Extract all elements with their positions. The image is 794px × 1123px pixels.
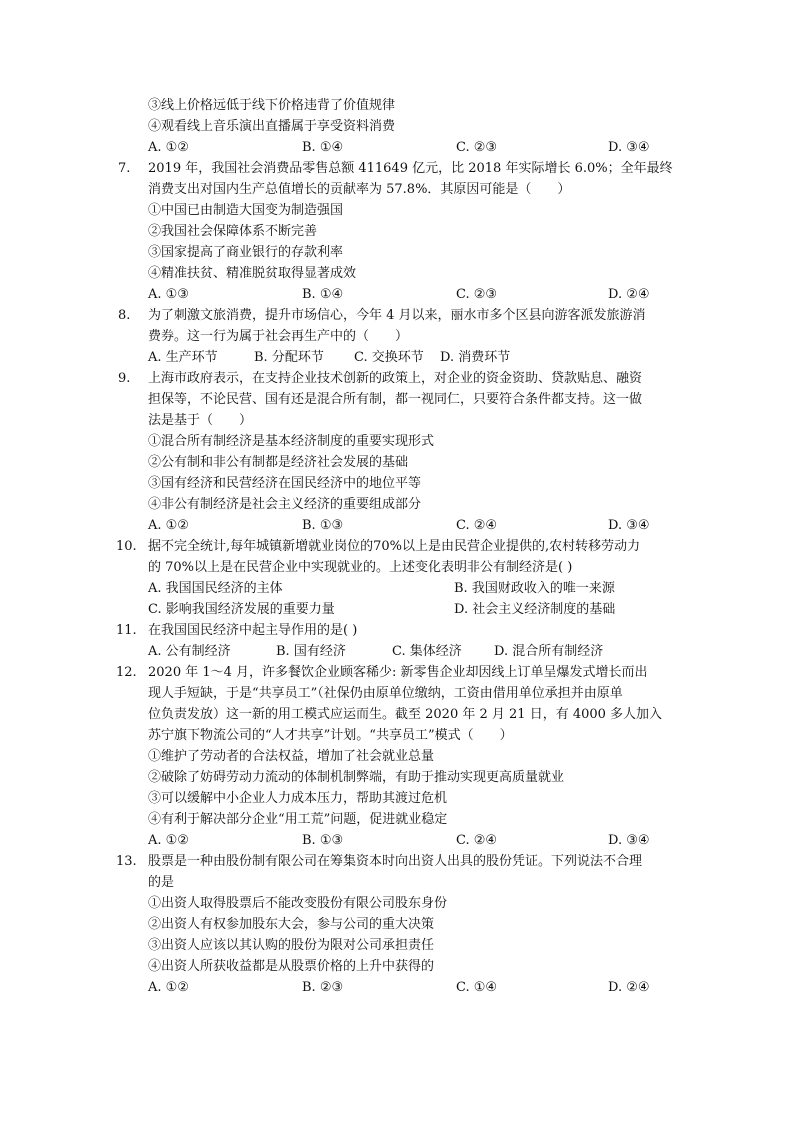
question-12-stem-line-2: 现人手短缺，于是“共享员工”（社保仍由原单位缴纳，工资由借用单位承担并由原单 bbox=[148, 686, 623, 701]
question-9-item-2: ②公有制和非公有制都是经济社会发展的基础 bbox=[148, 455, 409, 470]
question-8-options bbox=[148, 348, 668, 368]
option-a: A. ①② bbox=[148, 980, 189, 995]
prev-item-4: ④观看线上音乐演出直播属于享受资料消费 bbox=[148, 119, 396, 134]
option-b: B. ①④ bbox=[302, 287, 344, 302]
option-d: D. ③④ bbox=[608, 140, 650, 155]
question-12-options bbox=[148, 831, 668, 851]
question-12-item-3: ③可以缓解中小企业人力成本压力，帮助其渡过危机 bbox=[148, 791, 448, 806]
option-c: C. 交换环节 bbox=[354, 350, 424, 365]
prev-options bbox=[148, 138, 668, 158]
option-b: B. 国有经济 bbox=[276, 644, 346, 659]
question-9-stem-line-1: 上海市政府表示，在支持企业技术创新的政策上，对企业的资金资助、贷款贴息、融资 bbox=[148, 371, 643, 386]
question-7-item-4: ④精准扶贫、精准脱贫取得显著成效 bbox=[148, 266, 357, 281]
question-10-stem-line-2: 的 70%以上是在民营企业中实现就业的。上述变化表明非公有制经济是( ) bbox=[148, 560, 573, 575]
question-8-stem-line-1: 为了刺激文旅消费，提升市场信心，今年 4 月以来，丽水市多个区县向游客派发旅游消 bbox=[148, 308, 646, 323]
question-9-number: 9. bbox=[118, 371, 131, 386]
option-c: C. 影响我国经济发展的重要力量 bbox=[148, 602, 335, 617]
option-d: D. 消费环节 bbox=[440, 350, 511, 365]
question-8-number: 8. bbox=[118, 308, 131, 323]
option-d: D. ②④ bbox=[608, 980, 650, 995]
question-11-options bbox=[148, 642, 668, 662]
question-12-item-4: ④有利于解决部分企业“用工荒”问题，促进就业稳定 bbox=[148, 812, 448, 827]
option-d: D. ②④ bbox=[608, 287, 650, 302]
question-7-item-2: ②我国社会保障体系不断完善 bbox=[148, 224, 318, 239]
question-7-item-1: ①中国已由制造大国变为制造强国 bbox=[148, 203, 344, 218]
option-b: B. ②③ bbox=[302, 980, 344, 995]
question-10-stem-line-1: 据不完全统计,每年城镇新增就业岗位的70%以上是由民营企业提供的,农村转移劳动力 bbox=[148, 539, 641, 554]
question-7-stem-line-1: 2019 年，我国社会消费品零售总额 411649 亿元，比 2018 年实际增长 6.0%；全年最终 bbox=[148, 161, 673, 176]
question-7-item-3: ③国家提高了商业银行的存款利率 bbox=[148, 245, 344, 260]
question-13-item-2: ②出资人有权参加股东大会，参与公司的重大决策 bbox=[148, 917, 435, 932]
question-7-stem-line-2: 消费支出对国内生产总值增长的贡献率为 57.8%．其原因可能是（ ） bbox=[148, 182, 571, 197]
question-11-stem: 在我国国民经济中起主导作用的是( ) bbox=[148, 623, 358, 638]
option-a: A. ①② bbox=[148, 833, 189, 848]
question-9-options bbox=[148, 516, 668, 536]
prev-item-3: ③线上价格远低于线下价格违背了价值规律 bbox=[148, 98, 396, 113]
option-b: B. ①③ bbox=[302, 518, 344, 533]
option-d: D. ③④ bbox=[608, 833, 650, 848]
option-b: B. ①③ bbox=[302, 833, 344, 848]
option-a: A. ①② bbox=[148, 140, 189, 155]
question-9-item-3: ③国有经济和民营经济在国民经济中的地位平等 bbox=[148, 476, 422, 491]
question-13-item-4: ④出资人所获收益都是从股票价格的上升中获得的 bbox=[148, 959, 435, 974]
question-7-number: 7. bbox=[118, 161, 131, 176]
question-13-item-1: ①出资人取得股票后不能改变股份有限公司股东身份 bbox=[148, 896, 448, 911]
question-12-item-1: ①维护了劳动者的合法权益，增加了社会就业总量 bbox=[148, 749, 435, 764]
question-12-stem-line-1: 2020 年 1～4 月，许多餐饮企业顾客稀少: 新零售企业却因线上订单呈爆发式增长而出 bbox=[148, 665, 648, 680]
question-13-stem-line-1: 股票是一种由股份制有限公司在筹集资本时向出资人出具的股份凭证。下列说法不合理 bbox=[148, 854, 643, 869]
question-9-stem-line-3: 法是基于（ ） bbox=[148, 413, 253, 428]
question-8-stem-line-2: 费券。这一行为属于社会再生产中的（ ） bbox=[148, 329, 409, 344]
option-b: B. ①④ bbox=[302, 140, 344, 155]
question-7-options bbox=[148, 285, 668, 305]
option-c: C. ②③ bbox=[456, 140, 498, 155]
question-10-options-row-1 bbox=[148, 579, 668, 599]
question-9-item-4: ④非公有制经济是社会主义经济的重要组成部分 bbox=[148, 497, 422, 512]
option-c: C. ②④ bbox=[456, 833, 498, 848]
question-12-item-2: ②破除了妨碍劳动力流动的体制机制弊端，有助于推动实现更高质量就业 bbox=[148, 770, 565, 785]
option-b: B. 分配环节 bbox=[254, 350, 324, 365]
option-c: C. ②④ bbox=[456, 518, 498, 533]
option-a: A. ①③ bbox=[148, 287, 189, 302]
option-d: D. 社会主义经济制度的基础 bbox=[454, 602, 616, 617]
option-c: C. ②③ bbox=[456, 287, 498, 302]
option-d: D. 混合所有制经济 bbox=[494, 644, 604, 659]
question-13-stem-line-2: 的是 bbox=[148, 875, 175, 890]
option-c: C. 集体经济 bbox=[392, 644, 462, 659]
option-c: C. ①④ bbox=[456, 980, 498, 995]
question-11-number: 11. bbox=[116, 623, 137, 638]
question-9-stem-line-2: 担保等，不论民营、国有还是混合所有制，都一视同仁，只要符合条件都支持。这一做 bbox=[148, 392, 643, 407]
question-12-number: 12. bbox=[116, 665, 137, 680]
option-d: D. ③④ bbox=[608, 518, 650, 533]
question-9-item-1: ①混合所有制经济是基本经济制度的重要实现形式 bbox=[148, 434, 435, 449]
option-b: B. 我国财政收入的唯一来源 bbox=[454, 581, 615, 596]
question-13-options bbox=[148, 978, 668, 998]
question-13-item-3: ③出资人应该以其认购的股份为限对公司承担责任 bbox=[148, 938, 435, 953]
question-10-options-row-2 bbox=[148, 600, 668, 620]
option-a: A. 公有制经济 bbox=[148, 644, 231, 659]
question-10-number: 10. bbox=[116, 539, 137, 554]
question-13-number: 13. bbox=[116, 854, 137, 869]
question-12-stem-line-3: 位负责发放）这一新的用工模式应运而生。截至 2020 年 2 月 21 日，有 4000 多人加入 bbox=[148, 707, 663, 722]
question-12-stem-line-4: 苏宁旗下物流公司的“人才共享”计划。“共享员工”模式（ ） bbox=[148, 728, 513, 743]
option-a: A. 生产环节 bbox=[148, 350, 218, 365]
option-a: A. ①② bbox=[148, 518, 189, 533]
option-a: A. 我国国民经济的主体 bbox=[148, 581, 283, 596]
